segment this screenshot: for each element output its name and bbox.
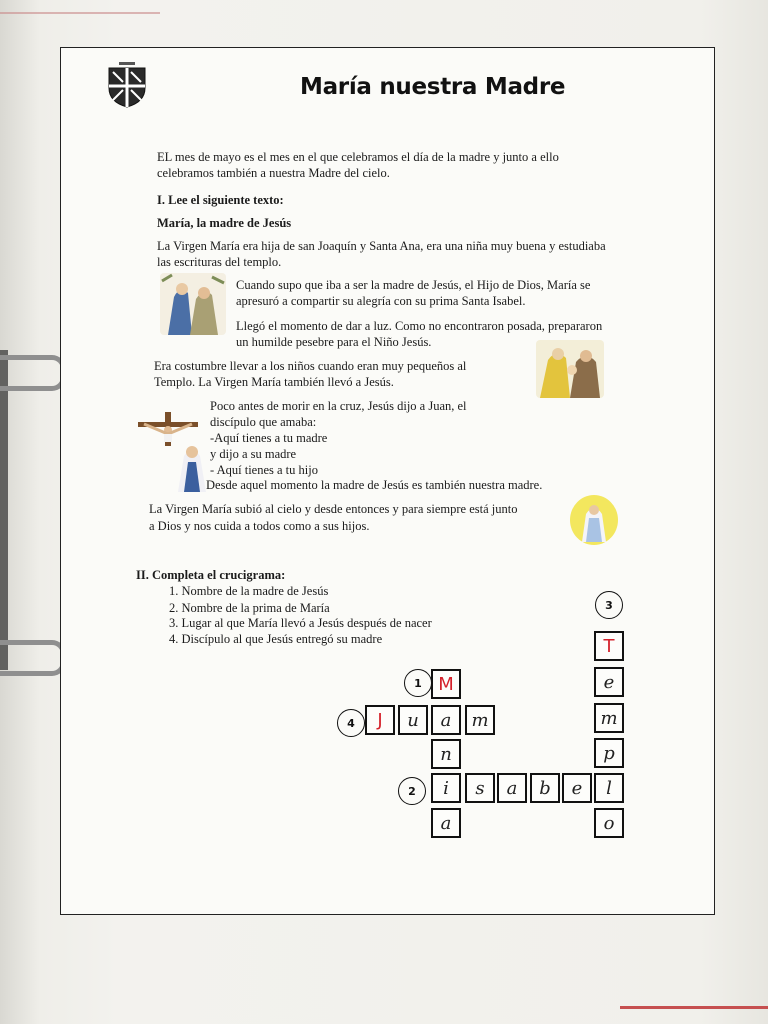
crossword-cell-2-5[interactable]: e [562, 773, 592, 803]
paragraph-5-line-1: Poco antes de morir en la cruz, Jesús dijo a Juan, el [210, 399, 467, 413]
paragraph-6-line-2: a Dios y nos cuida a todos como a sus hijos. [149, 519, 370, 533]
crossword-cell-2-4[interactable]: b [530, 773, 560, 803]
page-edge-line [0, 12, 160, 14]
clue-3: 3. Lugar al que María llevó a Jesús después de nacer [169, 616, 432, 630]
virgin-mary-illustration [568, 494, 620, 546]
page-title: María nuestra Madre [300, 74, 566, 100]
crossword-number-4: 4 [337, 709, 365, 737]
crossword-cell-1-4[interactable]: i [431, 773, 461, 803]
clue-4: 4. Discípulo al que Jesús entregó su madre [169, 632, 383, 646]
crossword-cell-2-3[interactable]: a [497, 773, 527, 803]
paragraph-6-line-1: La Virgen María subió al cielo y desde entonces y para siempre está junto [149, 502, 518, 516]
paragraph-3-line-2: un humilde pesebre para el Niño Jesús. [236, 335, 432, 349]
binder-ring-top [0, 355, 66, 391]
crossword-cell-1-2[interactable]: a [431, 705, 461, 735]
section-1-heading: I. Lee el siguiente texto: [157, 193, 284, 207]
crossword-cell-1-3[interactable]: n [431, 739, 461, 769]
crossword-cell-4-2[interactable]: u [398, 705, 428, 735]
school-crest-icon [105, 62, 149, 108]
crossword-cell-4-1[interactable]: J [365, 705, 395, 735]
clue-1: 1. Nombre de la madre de Jesús [169, 584, 329, 598]
paragraph-5-line-5: - Aquí tienes a tu hijo [210, 463, 318, 477]
red-edge-line [620, 1006, 768, 1009]
paragraph-3-line-1: Llegó el momento de dar a luz. Como no encontraron posada, prepararon [236, 319, 603, 333]
crossword-cell-3-1[interactable]: T [594, 631, 624, 661]
crossword-cell-3-5[interactable]: l [594, 773, 624, 803]
clue-2: 2. Nombre de la prima de María [169, 601, 330, 615]
section-2-heading: II. Completa el crucigrama: [136, 568, 286, 582]
paragraph-4-line-1: Era costumbre llevar a los niños cuando eran muy pequeños al [154, 359, 467, 373]
paragraph-2-line-2: apresuró a compartir su alegría con su prima Santa Isabel. [236, 294, 526, 308]
crossword-cell-2-2[interactable]: s [465, 773, 495, 803]
paragraph-5-line-3: -Aquí tienes a tu madre [210, 431, 328, 445]
crossword-cell-1-5[interactable]: a [431, 808, 461, 838]
paragraph-1-line-2: las escrituras del templo. [157, 255, 282, 269]
binder-spine [0, 350, 8, 670]
crossword-number-3: 3 [595, 591, 623, 619]
paragraph-2-line-1: Cuando supo que iba a ser la madre de Jesús, el Hijo de Dios, María se [236, 278, 591, 292]
section-1-subheading: María, la madre de Jesús [157, 216, 292, 230]
crossword-number-1: 1 [404, 669, 432, 697]
crossword-cell-3-2[interactable]: e [594, 667, 624, 697]
paragraph-5-line-2: discípulo que amaba: [210, 415, 317, 429]
crossword-number-2: 2 [398, 777, 426, 805]
crossword-cell-4-4[interactable]: m [465, 705, 495, 735]
crossword-cell-3-4[interactable]: p [594, 738, 624, 768]
paragraph-1-line-1: La Virgen María era hija de san Joaquín y Santa Ana, era una niña muy buena y estudiaba [157, 239, 606, 253]
paragraph-5-line-6: Desde aquel momento la madre de Jesús es también nuestra madre. [206, 478, 543, 492]
mary-at-cross-illustration [174, 440, 210, 492]
mary-elizabeth-illustration [160, 273, 226, 335]
crossword-cell-3-3[interactable]: m [594, 703, 624, 733]
paragraph-4-line-2: Templo. La Virgen María también llevó a Jesús. [154, 375, 394, 389]
binder-ring-bottom [0, 640, 66, 676]
intro-line-2: celebramos también a nuestra Madre del cielo. [157, 166, 390, 180]
crossword-cell-3-6[interactable]: o [594, 808, 624, 838]
crossword-cell-1-1[interactable]: M [431, 669, 461, 699]
temple-presentation-illustration [536, 340, 604, 398]
intro-line-1: EL mes de mayo es el mes en el que celebramos el día de la madre y junto a ello [157, 150, 559, 164]
paragraph-5-line-4: y dijo a su madre [210, 447, 297, 461]
